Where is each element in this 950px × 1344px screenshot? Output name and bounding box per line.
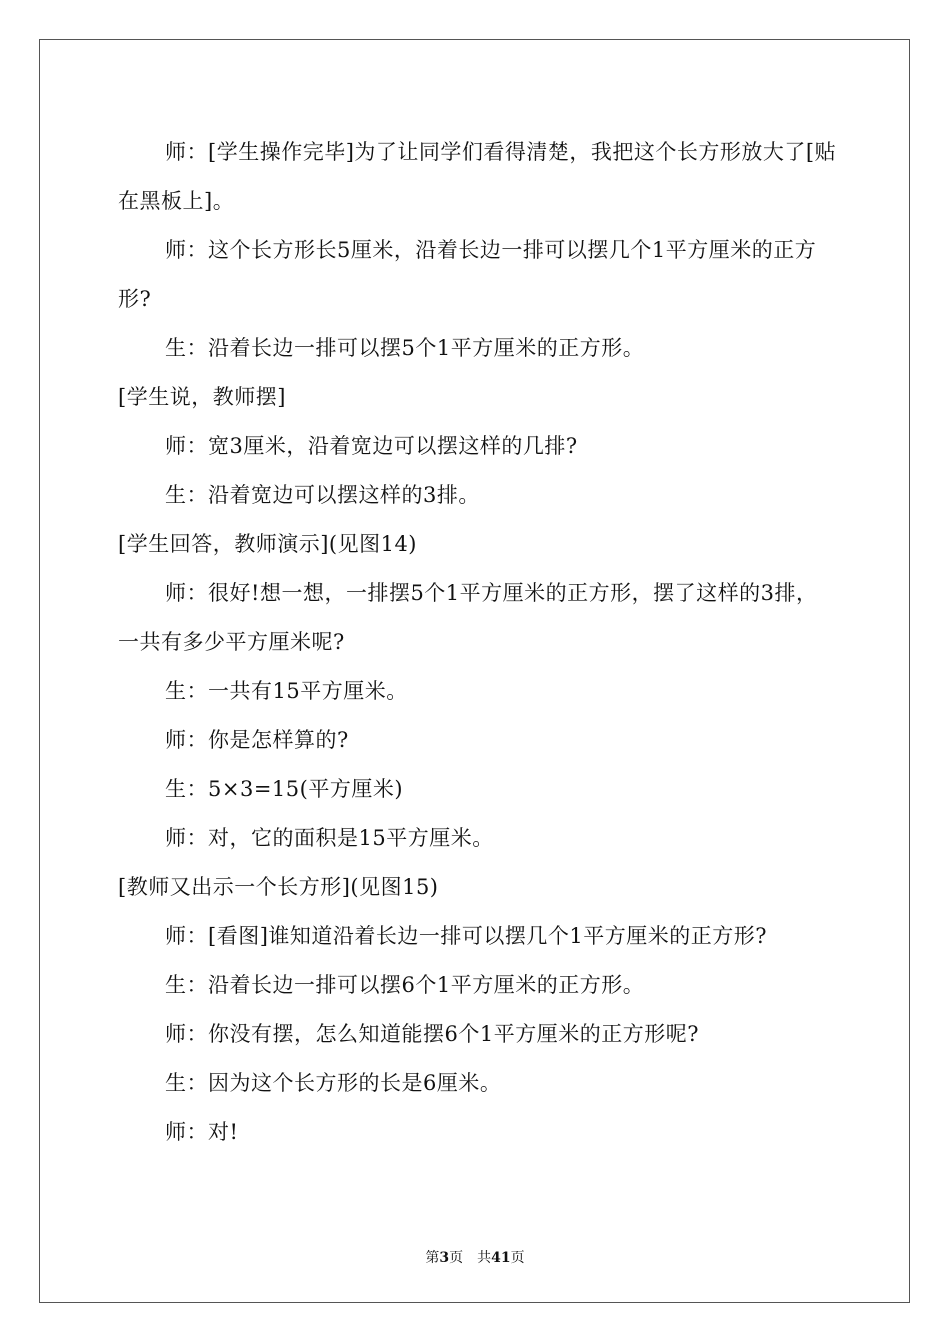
paragraph: 师：你没有摆，怎么知道能摆6个1平方厘米的正方形呢? (165, 1022, 699, 1046)
paragraph: 生：沿着长边一排可以摆6个1平方厘米的正方形。 (165, 973, 645, 997)
page-number: 3 (439, 1250, 450, 1266)
paragraph: 师：这个长方形长5厘米，沿着长边一排可以摆几个1平方厘米的正方形? (118, 238, 817, 311)
paragraph: [学生说，教师摆] (118, 385, 286, 409)
paragraph: 师：[看图]谁知道沿着长边一排可以摆几个1平方厘米的正方形? (165, 924, 768, 948)
page-suffix: 页 (449, 1250, 464, 1266)
document-body (118, 128, 838, 1157)
paragraph: 师：很好!想一想，一排摆5个1平方厘米的正方形，摆了这样的3排，一共有多少平方厘米呢? (118, 581, 818, 654)
paragraph: 生：沿着宽边可以摆这样的3排。 (165, 483, 480, 507)
paragraph: 师：[学生操作完毕]为了让同学们看得清楚，我把这个长方形放大了[贴在黑板上]。 (118, 140, 837, 213)
total-pages: 41 (491, 1250, 511, 1266)
paragraph: 生：因为这个长方形的长是6厘米。 (165, 1071, 502, 1095)
paragraph: [教师又出示一个长方形](见图15) (118, 875, 439, 899)
paragraph: [学生回答，教师演示](见图14) (118, 532, 417, 556)
paragraph: 生：沿着长边一排可以摆5个1平方厘米的正方形。 (165, 336, 645, 360)
paragraph: 师：对，它的面积是15平方厘米。 (165, 826, 494, 850)
paragraph: 生：一共有15平方厘米。 (165, 679, 408, 703)
paragraph: 师：宽3厘米，沿着宽边可以摆这样的几排? (165, 434, 578, 458)
paragraph: 师：你是怎样算的? (165, 728, 349, 752)
paragraph: 师：对! (165, 1120, 239, 1144)
paragraph: 生：5×3=15(平方厘米) (165, 777, 404, 801)
total-prefix: 共 (477, 1250, 492, 1266)
page-prefix: 第 (425, 1250, 440, 1266)
total-suffix: 页 (510, 1250, 525, 1266)
page-footer (0, 1247, 950, 1267)
